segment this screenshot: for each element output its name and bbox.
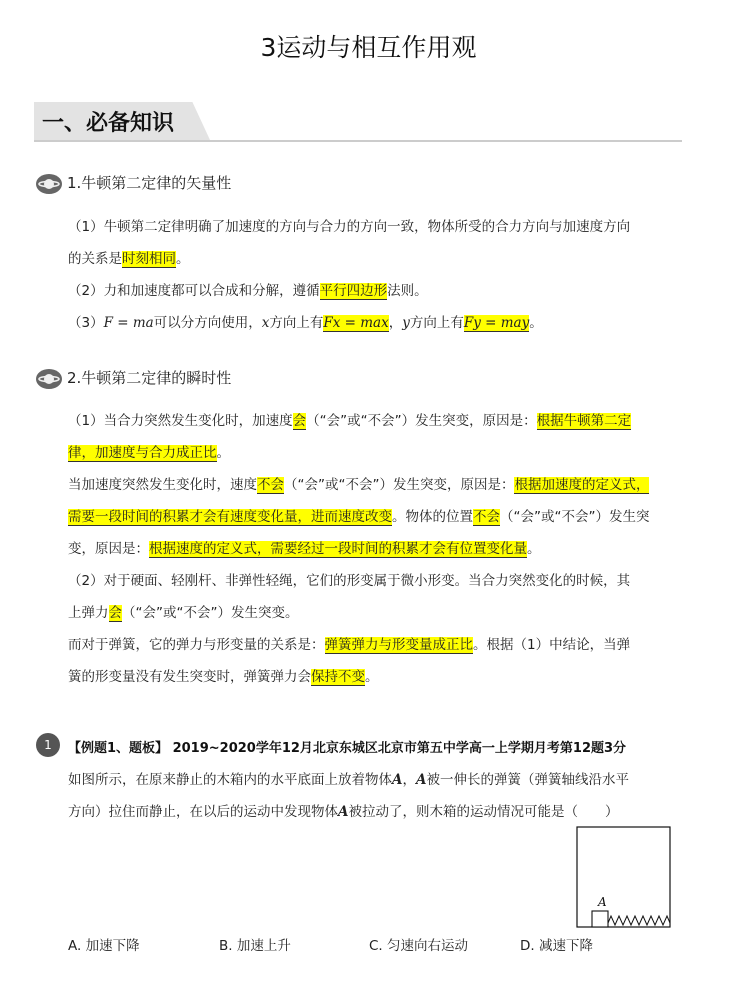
wooden-box	[577, 827, 670, 927]
answer-highlight: Fy = may	[463, 315, 530, 331]
text: 被拉动了，则木箱的运动情况可能是（ ）	[348, 804, 619, 820]
answer-highlight: 根据速度的定义式，需要经过一段时间的积累才会有位置变化量	[149, 541, 527, 557]
answer-highlight: 保持不变	[311, 669, 365, 685]
section-title: 一、必备知识	[42, 111, 175, 136]
variable: A	[415, 772, 427, 788]
example-header: 【例题1、题板】 2019~2020学年12月北京东城区北京市第五中学高一上学期月考第12题3分	[68, 741, 627, 756]
line	[68, 243, 668, 275]
line	[68, 469, 668, 501]
text: 方向上有	[269, 315, 324, 331]
answer-highlight: 律，加速度与合力成正比	[68, 445, 217, 461]
planet-icon	[34, 173, 64, 195]
text: （3）	[68, 315, 104, 331]
answer-highlight: 不会	[257, 477, 284, 493]
line	[68, 275, 668, 307]
text: 。	[529, 315, 543, 331]
text: 的关系是	[68, 251, 122, 267]
topic2-heading	[34, 367, 231, 390]
line	[68, 661, 668, 693]
block-a	[592, 911, 608, 927]
variable: A	[392, 772, 403, 788]
answer-highlight: 需要一段时间的积累才会有速度变化量，进而速度改变	[68, 509, 392, 525]
answer-highlight: Fx = max	[323, 315, 389, 331]
text: 。	[365, 669, 379, 685]
line	[68, 764, 668, 796]
line	[68, 533, 668, 565]
topic1-heading	[34, 172, 231, 195]
text: 。	[176, 251, 190, 267]
block-a-label: A	[598, 895, 607, 909]
text: 被一伸长的弹簧（弹簧轴线沿水平	[426, 772, 629, 788]
page-title: 3运动与相互作用观	[260, 33, 477, 62]
text: 簧的形变量没有发生突变时，弹簧弹力会	[68, 669, 311, 685]
line	[68, 597, 668, 629]
text: 。物体的位置	[392, 509, 473, 525]
variable: x	[261, 315, 270, 331]
text: 可以分方向使用，	[153, 315, 262, 331]
example-question	[68, 764, 668, 828]
text: 法则。	[387, 283, 428, 299]
line	[68, 405, 668, 437]
option-d[interactable]: D. 减速下降	[520, 938, 593, 954]
text: （“会”或“不会”）发生突变，原因是：	[306, 413, 537, 429]
answer-highlight: 不会	[473, 509, 500, 525]
text: （“会”或“不会”）发生突变，原因是：	[284, 477, 515, 493]
answer-highlight: 时刻相同	[122, 251, 176, 267]
text: （2）力和加速度都可以合成和分解，遵循	[68, 283, 320, 299]
line	[68, 629, 668, 661]
box-spring-figure	[576, 826, 672, 930]
option-c[interactable]: C. 匀速向右运动	[369, 938, 469, 954]
text: 。	[527, 541, 541, 557]
text: 。	[216, 445, 230, 461]
text: （1）牛顿第二定律明确了加速度的方向与合力的方向一致，物体所受的合力方向与加速度方向	[68, 219, 631, 235]
text: （2）对于硬面、轻刚杆、非弹性轻绳，它们的形变属于微小形变。当合力突然变化的时候，其	[68, 573, 631, 589]
text: （“会”或“不会”）发生突	[500, 509, 650, 525]
answer-highlight: 弹簧弹力与形变量成正比	[324, 637, 473, 653]
planet-icon	[34, 368, 64, 390]
line	[68, 501, 668, 533]
answer-highlight: 根据牛顿第二定	[536, 413, 632, 429]
text: ，	[388, 315, 403, 331]
text: 。根据（1）中结论，当弹	[473, 637, 631, 653]
text: （1）当合力突然发生变化时，加速度	[68, 413, 293, 429]
text: 方向上有	[409, 315, 464, 331]
answer-highlight: 会	[292, 413, 307, 429]
answer-highlight: 根据加速度的定义式，	[514, 477, 650, 493]
answer-highlight: 平行四边形	[319, 283, 388, 299]
option-a[interactable]: A. 加速下降	[68, 938, 140, 954]
topic2-paragraph	[68, 405, 668, 693]
topic1-paragraph	[68, 211, 668, 339]
text: 而对于弹簧，它的弹力与形变量的关系是：	[68, 637, 325, 653]
line	[68, 437, 668, 469]
topic1-heading-text: 1.牛顿第二定律的矢量性	[67, 174, 232, 192]
text: 方向）拉住而静止，在以后的运动中发现物体	[68, 804, 338, 820]
variable: A	[338, 804, 349, 820]
line	[68, 565, 668, 597]
topic2-heading-text: 2.牛顿第二定律的瞬时性	[67, 369, 232, 387]
text: 上弹力	[68, 605, 109, 621]
answer-highlight: 会	[108, 605, 122, 621]
variable: y	[402, 315, 410, 331]
text: 变，原因是：	[68, 541, 149, 557]
line	[68, 307, 668, 339]
section-header	[34, 102, 682, 142]
text: 如图所示，在原来静止的木箱内的水平底面上放着物体	[68, 772, 392, 788]
option-b[interactable]: B. 加速上升	[219, 938, 291, 954]
text: （“会”或“不会”）发生突变。	[122, 605, 299, 621]
text: ，	[402, 772, 416, 788]
line	[68, 796, 668, 828]
formula: F = ma	[103, 315, 154, 331]
text: 当加速度突然发生变化时，速度	[68, 477, 257, 493]
spring	[608, 916, 670, 925]
example-number-badge: 1	[36, 733, 60, 757]
line	[68, 211, 668, 243]
